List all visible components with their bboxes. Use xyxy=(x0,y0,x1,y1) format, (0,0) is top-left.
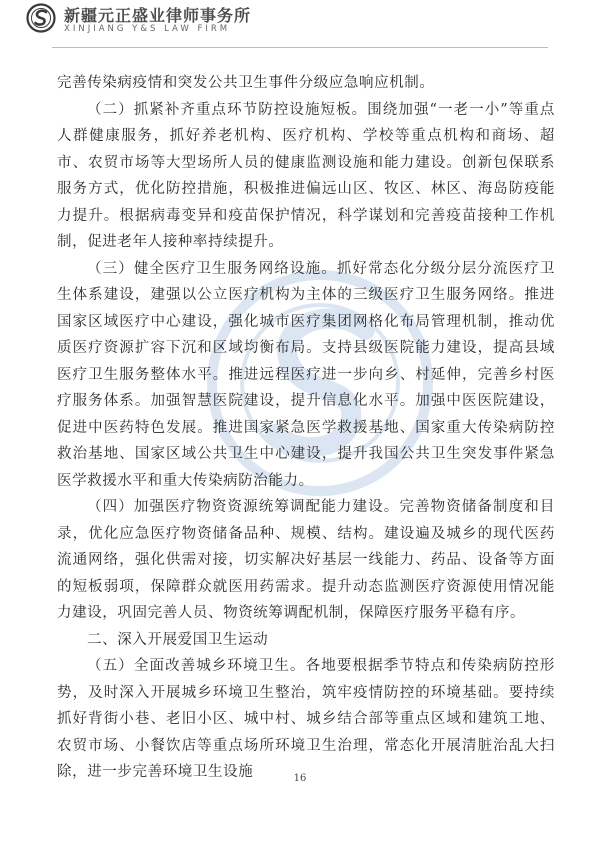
header-divider xyxy=(52,47,548,48)
paragraph: （三）健全医疗卫生服务网络设施。抓好常态化分级分层分流医疗卫生体系建设，建强以公立医疗机构为主体的三级医疗卫生服务网络。推进国家区域医疗中心建设，强化城市医疗集团网格化布局管理机制，推动优质医疗资源扩容下沉和区域均衡布局。支持县级医院能力建设，提高县域医疗卫生服务整体水平。推进远程医疗进一步向乡、村延伸，完善乡村医疗服务体系。加强智慧医院建设，提升信息化水平。加强中医医院建设，促进中医药特色发展。推进国家紧急医学救援基地、国家重大传染病防控救治基地、国家区域公共卫生中心建设，提升我国公共卫生突发事件紧急医学救援水平和重大传染病防治能力。 xyxy=(57,260,555,489)
firm-logo-icon xyxy=(26,3,56,33)
paragraph: 完善传染病疫情和突发公共卫生事件分级应急响应机制。 xyxy=(57,75,435,91)
page-number: 16 xyxy=(293,773,307,784)
paragraph: （二）抓紧补齐重点环节防控设施短板。围绕加强“一老一小”等重点人群健康服务，抓好养老机构、医疗机构、学校等重点机构和商场、超市、农贸市场等大型场所人员的健康监测设施和能力建设。创新包保联系服务方式，优化防控措施，积极推进偏远山区、牧区、林区、海岛防疫能力提升。根据病毒变异和疫苗保护情况，科学谋划和完善疫苗接种工作机制，促进老年人接种率持续提升。 xyxy=(57,101,555,250)
paragraph: （五）全面改善城乡环境卫生。各地要根据季节特点和传染病防控形势，及时深入开展城乡环境卫生整治，筑牢疫情防控的环境基础。要持续抓好背街小巷、老旧小区、城中村、城乡结合部等重点区域和建筑工地、农贸市场、小餐饮店等重点场所环境卫生治理，常态化开展清脏治乱大扫除，进一步完善环境卫生设施 xyxy=(57,658,555,780)
firm-name-en: XINJIANG Y&S LAW FIRM xyxy=(64,24,231,34)
section-heading: 二、深入开展爱国卫生运动 xyxy=(87,631,269,648)
document-body xyxy=(57,70,555,786)
firm-name-cn: 新疆元正盛业律师事务所 xyxy=(64,6,252,25)
paragraph: （四）加强医疗物资资源统筹调配能力建设。完善物资储备制度和目录，优化应急医疗物资储备品种、规模、结构。建设遍及城乡的现代医药流通网络，强化供需对接，切实解决好基层一线能力、药品、设备等方面的短板弱项，保障群众就医用药需求。提升动态监测医疗资源使用情况能力建设，巩固完善人员、物资统筹调配机制，保障医疗服务平稳有序。 xyxy=(57,499,555,621)
